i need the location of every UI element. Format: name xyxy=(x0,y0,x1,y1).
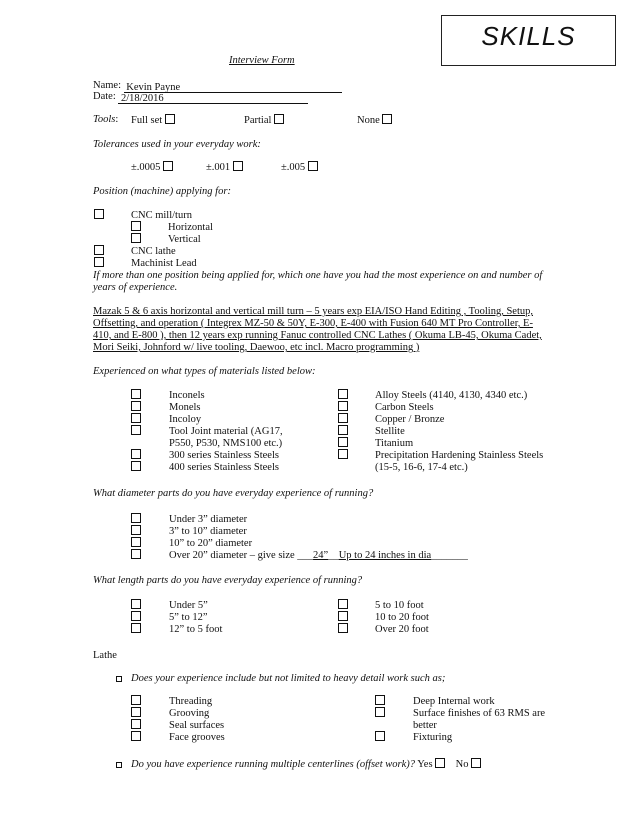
tools-full-checkbox[interactable] xyxy=(165,114,175,124)
material-checkbox-tool-joint[interactable] xyxy=(131,425,141,435)
tolerance-option-1 xyxy=(131,161,173,174)
tools-full-label: Full set xyxy=(131,115,163,126)
length-label-under-5: Under 5” xyxy=(169,600,208,611)
tools-row xyxy=(93,114,118,126)
diameter-size-tail: _______ xyxy=(431,550,468,561)
lathe-question-2: Do you have experience running multiple centerlines (offset work)? xyxy=(131,759,416,770)
tools-partial-option xyxy=(244,114,284,127)
date-value: 2/18/2016 xyxy=(121,93,164,104)
lathe-checkbox-deep-internal[interactable] xyxy=(375,695,385,705)
material-checkbox-monels[interactable] xyxy=(131,401,141,411)
lathe-label-deep-internal: Deep Internal work xyxy=(413,696,495,707)
lathe-label-face-grooves: Face grooves xyxy=(169,732,225,743)
position-checkbox-vertical[interactable] xyxy=(131,233,141,243)
length-label-12-to-5ft: 12” to 5 foot xyxy=(169,624,223,635)
lathe-question-1: Does your experience include but not limited to heavy detail work such as; xyxy=(131,673,446,684)
length-checkbox-5-to-12[interactable] xyxy=(131,611,141,621)
lathe-checkbox-surface-finish[interactable] xyxy=(375,707,385,717)
diameter-checkbox-under-3[interactable] xyxy=(131,513,141,523)
lathe-checkbox-face-grooves[interactable] xyxy=(131,731,141,741)
form-title: Interview Form xyxy=(229,55,295,66)
material-label-incoloy: Incoloy xyxy=(169,414,202,425)
date-row xyxy=(93,91,308,104)
bullet-icon xyxy=(116,676,122,682)
tools-none-label: None xyxy=(357,115,380,126)
diameter-checkbox-10-to-20[interactable] xyxy=(131,537,141,547)
name-label: Name: xyxy=(93,80,121,91)
diameter-size-blank: ___ xyxy=(297,550,314,561)
length-checkbox-10-to-20ft[interactable] xyxy=(338,611,348,621)
material-label-300-stainless: 300 series Stainless Steels xyxy=(169,450,279,461)
length-label-5-to-10ft: 5 to 10 foot xyxy=(375,600,424,611)
tools-partial-checkbox[interactable] xyxy=(274,114,284,124)
material-label-stellite: Stellite xyxy=(375,426,405,437)
diameter-label-over-20: Over 20” diameter – give size xyxy=(169,550,295,561)
material-label-ph-stainless-cont: (15-5, 16-6, 17-4 etc.) xyxy=(375,462,468,473)
position-checkbox-machinist-lead[interactable] xyxy=(94,257,104,267)
material-checkbox-400-stainless[interactable] xyxy=(131,461,141,471)
length-checkbox-over-20ft[interactable] xyxy=(338,623,348,633)
lathe-label-grooving: Grooving xyxy=(169,708,210,719)
lathe-heading: Lathe xyxy=(93,650,117,661)
material-checkbox-ph-stainless[interactable] xyxy=(338,449,348,459)
tools-none-checkbox[interactable] xyxy=(382,114,392,124)
tools-colon: : xyxy=(115,114,119,125)
skills-badge xyxy=(441,15,616,66)
tolerances-question: Tolerances used in your everyday work: xyxy=(93,139,261,150)
position-question: Position (machine) applying for: xyxy=(93,186,231,197)
position-checkbox-horizontal[interactable] xyxy=(131,221,141,231)
lathe-checkbox-seal-surfaces[interactable] xyxy=(131,719,141,729)
material-checkbox-copper-bronze[interactable] xyxy=(338,413,348,423)
material-label-400-stainless: 400 series Stainless Steels xyxy=(169,462,279,473)
position-checkbox-cnc-mill-turn[interactable] xyxy=(94,209,104,219)
diameter-size-mid: __ xyxy=(328,550,339,561)
tolerance-option-3 xyxy=(281,161,318,174)
tolerance-label-1: ±.0005 xyxy=(131,162,161,173)
length-question: What length parts do you have everyday experience of running? xyxy=(93,575,363,586)
material-checkbox-titanium[interactable] xyxy=(338,437,348,447)
tools-partial-label: Partial xyxy=(244,115,272,126)
lathe-label-seal-surfaces: Seal surfaces xyxy=(169,720,225,731)
no-label: No xyxy=(455,759,469,770)
lathe-checkbox-fixturing[interactable] xyxy=(375,731,385,741)
no-checkbox[interactable] xyxy=(471,758,481,768)
experience-question: If more than one position being applied for, which one have you had the most experience on and number of years of experience. xyxy=(93,270,543,293)
tools-label: Tools xyxy=(93,114,116,125)
diameter-label-10-to-20: 10” to 20” diameter xyxy=(169,538,253,549)
material-label-tool-joint: Tool Joint material (AG17, xyxy=(169,426,283,437)
materials-question: Experienced on what types of materials listed below: xyxy=(93,366,316,377)
tolerance-checkbox-1[interactable] xyxy=(163,161,173,171)
material-checkbox-alloy-steels[interactable] xyxy=(338,389,348,399)
material-label-copper-bronze: Copper / Bronze xyxy=(375,414,445,425)
tolerance-checkbox-2[interactable] xyxy=(233,161,243,171)
material-label-carbon-steels: Carbon Steels xyxy=(375,402,434,413)
material-checkbox-carbon-steels[interactable] xyxy=(338,401,348,411)
tools-full-option xyxy=(131,114,175,127)
material-checkbox-incoloy[interactable] xyxy=(131,413,141,423)
position-label-vertical: Vertical xyxy=(168,234,201,245)
position-label-horizontal: Horizontal xyxy=(168,222,213,233)
lathe-label-surface-finish: Surface finishes of 63 RMS are xyxy=(413,708,546,719)
length-checkbox-5-to-10ft[interactable] xyxy=(338,599,348,609)
tolerance-option-2 xyxy=(206,161,243,174)
name-value: Kevin Payne xyxy=(126,82,181,93)
diameter-over-20-row xyxy=(169,550,468,562)
material-label-alloy-steels: Alloy Steels (4140, 4130, 4340 etc.) xyxy=(375,390,528,401)
diameter-checkbox-over-20[interactable] xyxy=(131,549,141,559)
material-label-tool-joint-cont: P550, P530, NMS100 etc.) xyxy=(169,438,283,449)
position-checkbox-cnc-lathe[interactable] xyxy=(94,245,104,255)
tools-none-option xyxy=(357,114,392,127)
material-checkbox-300-stainless[interactable] xyxy=(131,449,141,459)
diameter-size-value[interactable]: 24” xyxy=(313,550,329,561)
lathe-label-threading: Threading xyxy=(169,696,213,707)
tolerance-label-2: ±.001 xyxy=(206,162,231,173)
length-label-10-to-20ft: 10 to 20 foot xyxy=(375,612,429,623)
date-label: Date: xyxy=(93,91,116,102)
lathe-question-2-row xyxy=(131,758,481,771)
tolerance-checkbox-3[interactable] xyxy=(308,161,318,171)
lathe-label-surface-finish-cont: better xyxy=(413,720,437,731)
yes-checkbox[interactable] xyxy=(435,758,445,768)
diameter-checkbox-3-to-10[interactable] xyxy=(131,525,141,535)
diameter-label-3-to-10: 3” to 10” diameter xyxy=(169,526,247,537)
length-checkbox-12-to-5ft[interactable] xyxy=(131,623,141,633)
diameter-size-note: Up to 24 inches in dia xyxy=(338,550,432,561)
diameter-label-under-3: Under 3” diameter xyxy=(169,514,248,525)
position-label-cnc-lathe: CNC lathe xyxy=(131,246,176,257)
lathe-label-fixturing: Fixturing xyxy=(413,732,453,743)
position-label-cnc-mill-turn: CNC mill/turn xyxy=(131,210,192,221)
material-checkbox-stellite[interactable] xyxy=(338,425,348,435)
length-label-5-to-12: 5” to 12” xyxy=(169,612,208,623)
date-field[interactable] xyxy=(118,93,308,104)
material-label-titanium: Titanium xyxy=(375,438,414,449)
lathe-checkbox-threading[interactable] xyxy=(131,695,141,705)
material-checkbox-inconels[interactable] xyxy=(131,389,141,399)
length-checkbox-under-5[interactable] xyxy=(131,599,141,609)
skills-badge-text: SKILLS xyxy=(481,21,576,51)
material-label-inconels: Inconels xyxy=(169,390,205,401)
length-label-over-20ft: Over 20 foot xyxy=(375,624,429,635)
yes-label: Yes xyxy=(417,759,433,770)
tolerance-label-3: ±.005 xyxy=(281,162,306,173)
lathe-checkbox-grooving[interactable] xyxy=(131,707,141,717)
bullet-icon xyxy=(116,762,122,768)
material-label-monels: Monels xyxy=(169,402,201,413)
experience-answer: Mazak 5 & 6 axis horizontal and vertical mill turn – 5 years exp EIA/ISO Hand Editing , Tooling, Setup, Offsetting, and operation ( Integrex MZ-50 & 50Y, E-300, E-400 with Fusion 640 MT Pro Controller, E-410, and E-800 ), then 12 years exp running Fanuc controlled CNC Lathes ( Okuma LB-45, Okuma Cadet, Mori Seiki, Johnford w/ live tooling, Daewoo, etc incl. Macro programming ) xyxy=(93,306,542,353)
diameter-question: What diameter parts do you have everyday experience of running? xyxy=(93,488,374,499)
position-label-machinist-lead: Machinist Lead xyxy=(131,258,197,269)
material-label-ph-stainless: Precipitation Hardening Stainless Steels xyxy=(375,450,544,461)
